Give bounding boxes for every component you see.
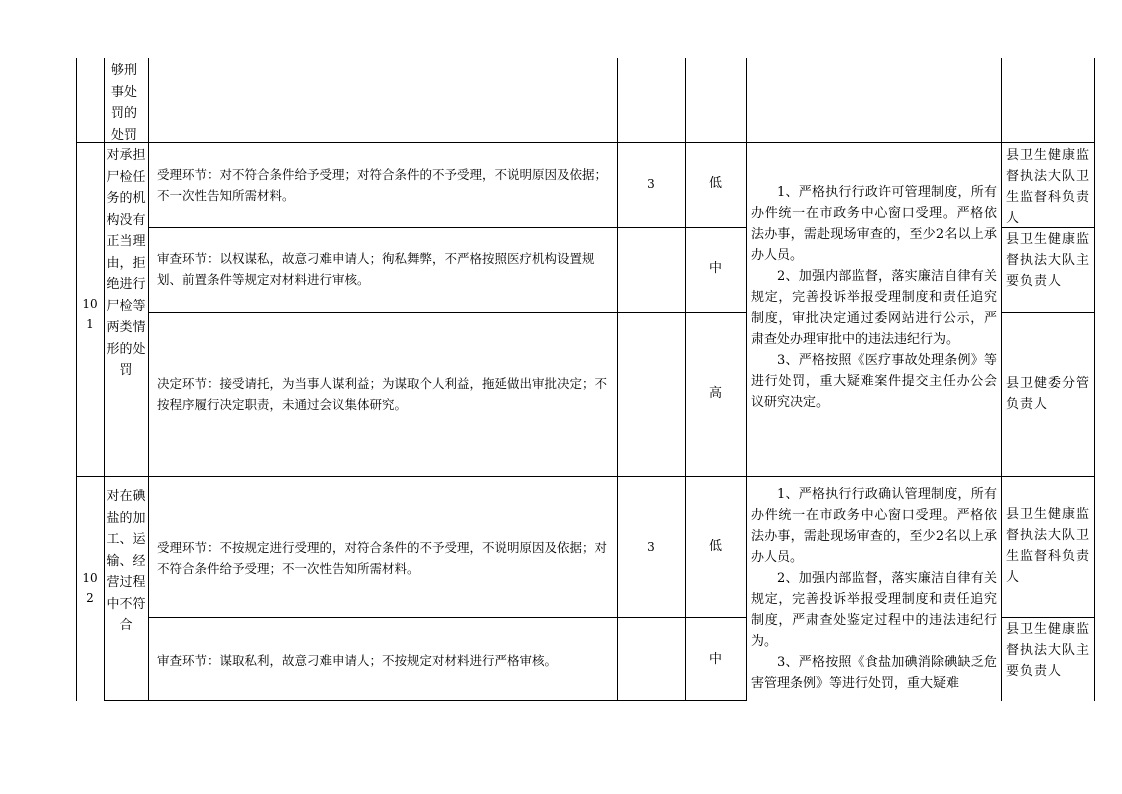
- row-divider: [76, 142, 1095, 143]
- measure-item: 1、严格执行行政许可管理制度，所有办件统一在市政务中心窗口受理。严格依法办事，需赴现场审查的，至少2名以上承办人员。: [751, 185, 997, 263]
- stage-description: 审查环节：谋取私利，故意刁难申请人；不按规定对材料进行严格审核。: [157, 653, 558, 668]
- table-border-left: [76, 58, 77, 701]
- item-name-cell: 够刑事处罚的处罚: [110, 63, 137, 143]
- item-name-cell: 对在碘盐的加工、运输、经营过程中不符合: [106, 489, 146, 633]
- item-name-cell: 对承担尸检任务的机构没有正当理由，拒绝进行尸检等两类情形的处罚: [106, 148, 146, 378]
- stage-description: 决定环节：接受请托，为当事人谋利益；为谋取个人利益，拖延做出审批决定；不按程序履行决定职责，未通过会议集体研究。: [157, 376, 608, 412]
- responsible-person: 县卫生健康监督执法大队卫生监督科负责人: [1006, 148, 1091, 226]
- risk-level: 低: [708, 539, 722, 554]
- row-divider: [1001, 617, 1095, 618]
- measure-item: 3、严格按照《食盐加碘消除碘缺乏危害管理条例》等进行处罚，重大疑难: [751, 655, 997, 691]
- row-divider: [148, 227, 746, 228]
- responsible-person: 县卫生健康监督执法大队主要负责人: [1006, 232, 1091, 289]
- row-divider: [1001, 312, 1095, 313]
- column-divider: [685, 58, 686, 701]
- measure-item: 1、严格执行行政确认管理制度，所有办件统一在市政务中心窗口受理。严格依法办事，需赴现场审查的，至少2名以上承办人员。: [751, 487, 997, 565]
- stage-description: 受理环节：对不符合条件给予受理；对符合条件的不予受理，不说明原因及依据；不一次性告知所需材料。: [157, 167, 608, 203]
- risk-level: 中: [708, 261, 722, 276]
- risk-level: 高: [708, 386, 722, 401]
- column-divider: [1001, 58, 1002, 701]
- column-divider: [104, 58, 105, 701]
- risk-score: 3: [647, 540, 655, 554]
- risk-score: 3: [647, 177, 655, 191]
- measure-item: 3、严格按照《医疗事故处理条例》等进行处罚，重大疑难案件提交主任办公会议研究决定。: [751, 353, 997, 410]
- row-divider: [76, 476, 1095, 477]
- column-divider: [148, 58, 149, 701]
- row-divider: [148, 617, 746, 618]
- risk-level: 低: [708, 176, 722, 191]
- prevention-measures: [751, 182, 997, 413]
- stage-description: 审查环节：以权谋私，故意刁难申请人；徇私舞弊，不严格按照医疗机构设置规划、前置条件等规定对材料进行审核。: [157, 251, 595, 287]
- responsible-person: 县卫生健康监督执法大队卫生监督科负责人: [1006, 507, 1091, 585]
- sequence-number: 10 1: [82, 297, 98, 331]
- risk-level: 中: [708, 652, 722, 667]
- table-border-bottom: [104, 700, 747, 701]
- measure-item: 2、加强内部监督，落实廉洁自律有关规定，完善投诉举报受理制度和责任追究制度，审批决定通过委网站进行公示，严肃查处办理审批中的违法违纪行为。: [751, 269, 997, 347]
- responsible-person: 县卫生健康监督执法大队主要负责人: [1006, 622, 1090, 679]
- row-divider: [148, 312, 746, 313]
- prevention-measures: [751, 484, 997, 700]
- column-divider: [746, 58, 747, 701]
- sequence-number: 10 2: [82, 571, 98, 605]
- stage-description: 受理环节：不按规定进行受理的，对符合条件的不予受理，不说明原因及依据；对不符合条件给予受理；不一次性告知所需材料。: [157, 540, 608, 576]
- column-divider: [617, 58, 618, 701]
- responsible-person: 县卫健委分管负责人: [1006, 376, 1091, 412]
- table-border-right: [1094, 58, 1095, 701]
- measure-item: 2、加强内部监督，落实廉洁自律有关规定，完善投诉举报受理制度和责任追究制度，严肃查处鉴定过程中的违法违纪行为。: [751, 571, 997, 649]
